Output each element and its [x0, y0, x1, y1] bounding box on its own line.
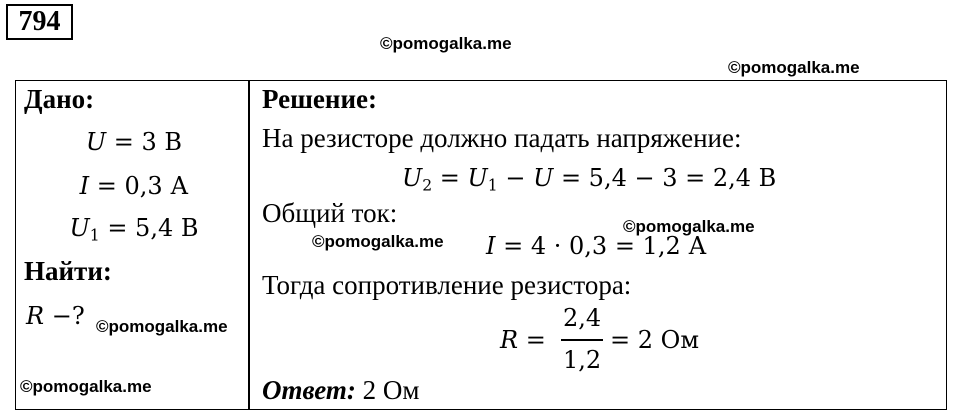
equation-voltage: $U_2 = U_1 - U = 5,4 - 3 = 2,4$ В: [402, 164, 777, 195]
problem-number: 794: [6, 4, 73, 40]
equation-resistance-lhs: R =: [500, 326, 546, 354]
column-divider: [248, 80, 250, 410]
solution-text: На резисторе должно падать напряжение:: [262, 123, 742, 153]
watermark: ©pomogalka.me: [312, 232, 444, 251]
solution-heading: Решение:: [262, 84, 377, 114]
solution-text: Тогда сопротивление резистора:: [262, 270, 632, 300]
watermark: ©pomogalka.me: [380, 34, 512, 53]
given-line: $U_1 = 5,4$ В: [69, 214, 199, 245]
given-heading: Дано:: [24, 84, 95, 114]
fraction-bar: [561, 339, 603, 341]
find-heading: Найти:: [24, 256, 112, 286]
fraction-numerator: 2,4: [563, 304, 602, 332]
watermark: ©pomogalka.me: [96, 317, 228, 336]
watermark: ©pomogalka.me: [623, 217, 755, 236]
given-line: I = 0,3 А: [79, 172, 189, 200]
given-line: U = 3 В: [85, 128, 183, 156]
find-line: R −?: [26, 302, 85, 330]
equation-resistance-rhs: = 2 Ом: [610, 326, 699, 354]
equation-current: I = 4 · 0,3 = 1,2 А: [486, 232, 707, 260]
watermark: ©pomogalka.me: [728, 58, 860, 77]
watermark: ©pomogalka.me: [20, 377, 152, 396]
answer-line: Ответ: 2 Ом: [262, 375, 420, 405]
fraction-denominator: 1,2: [563, 346, 602, 374]
solution-text: Общий ток:: [262, 198, 398, 228]
